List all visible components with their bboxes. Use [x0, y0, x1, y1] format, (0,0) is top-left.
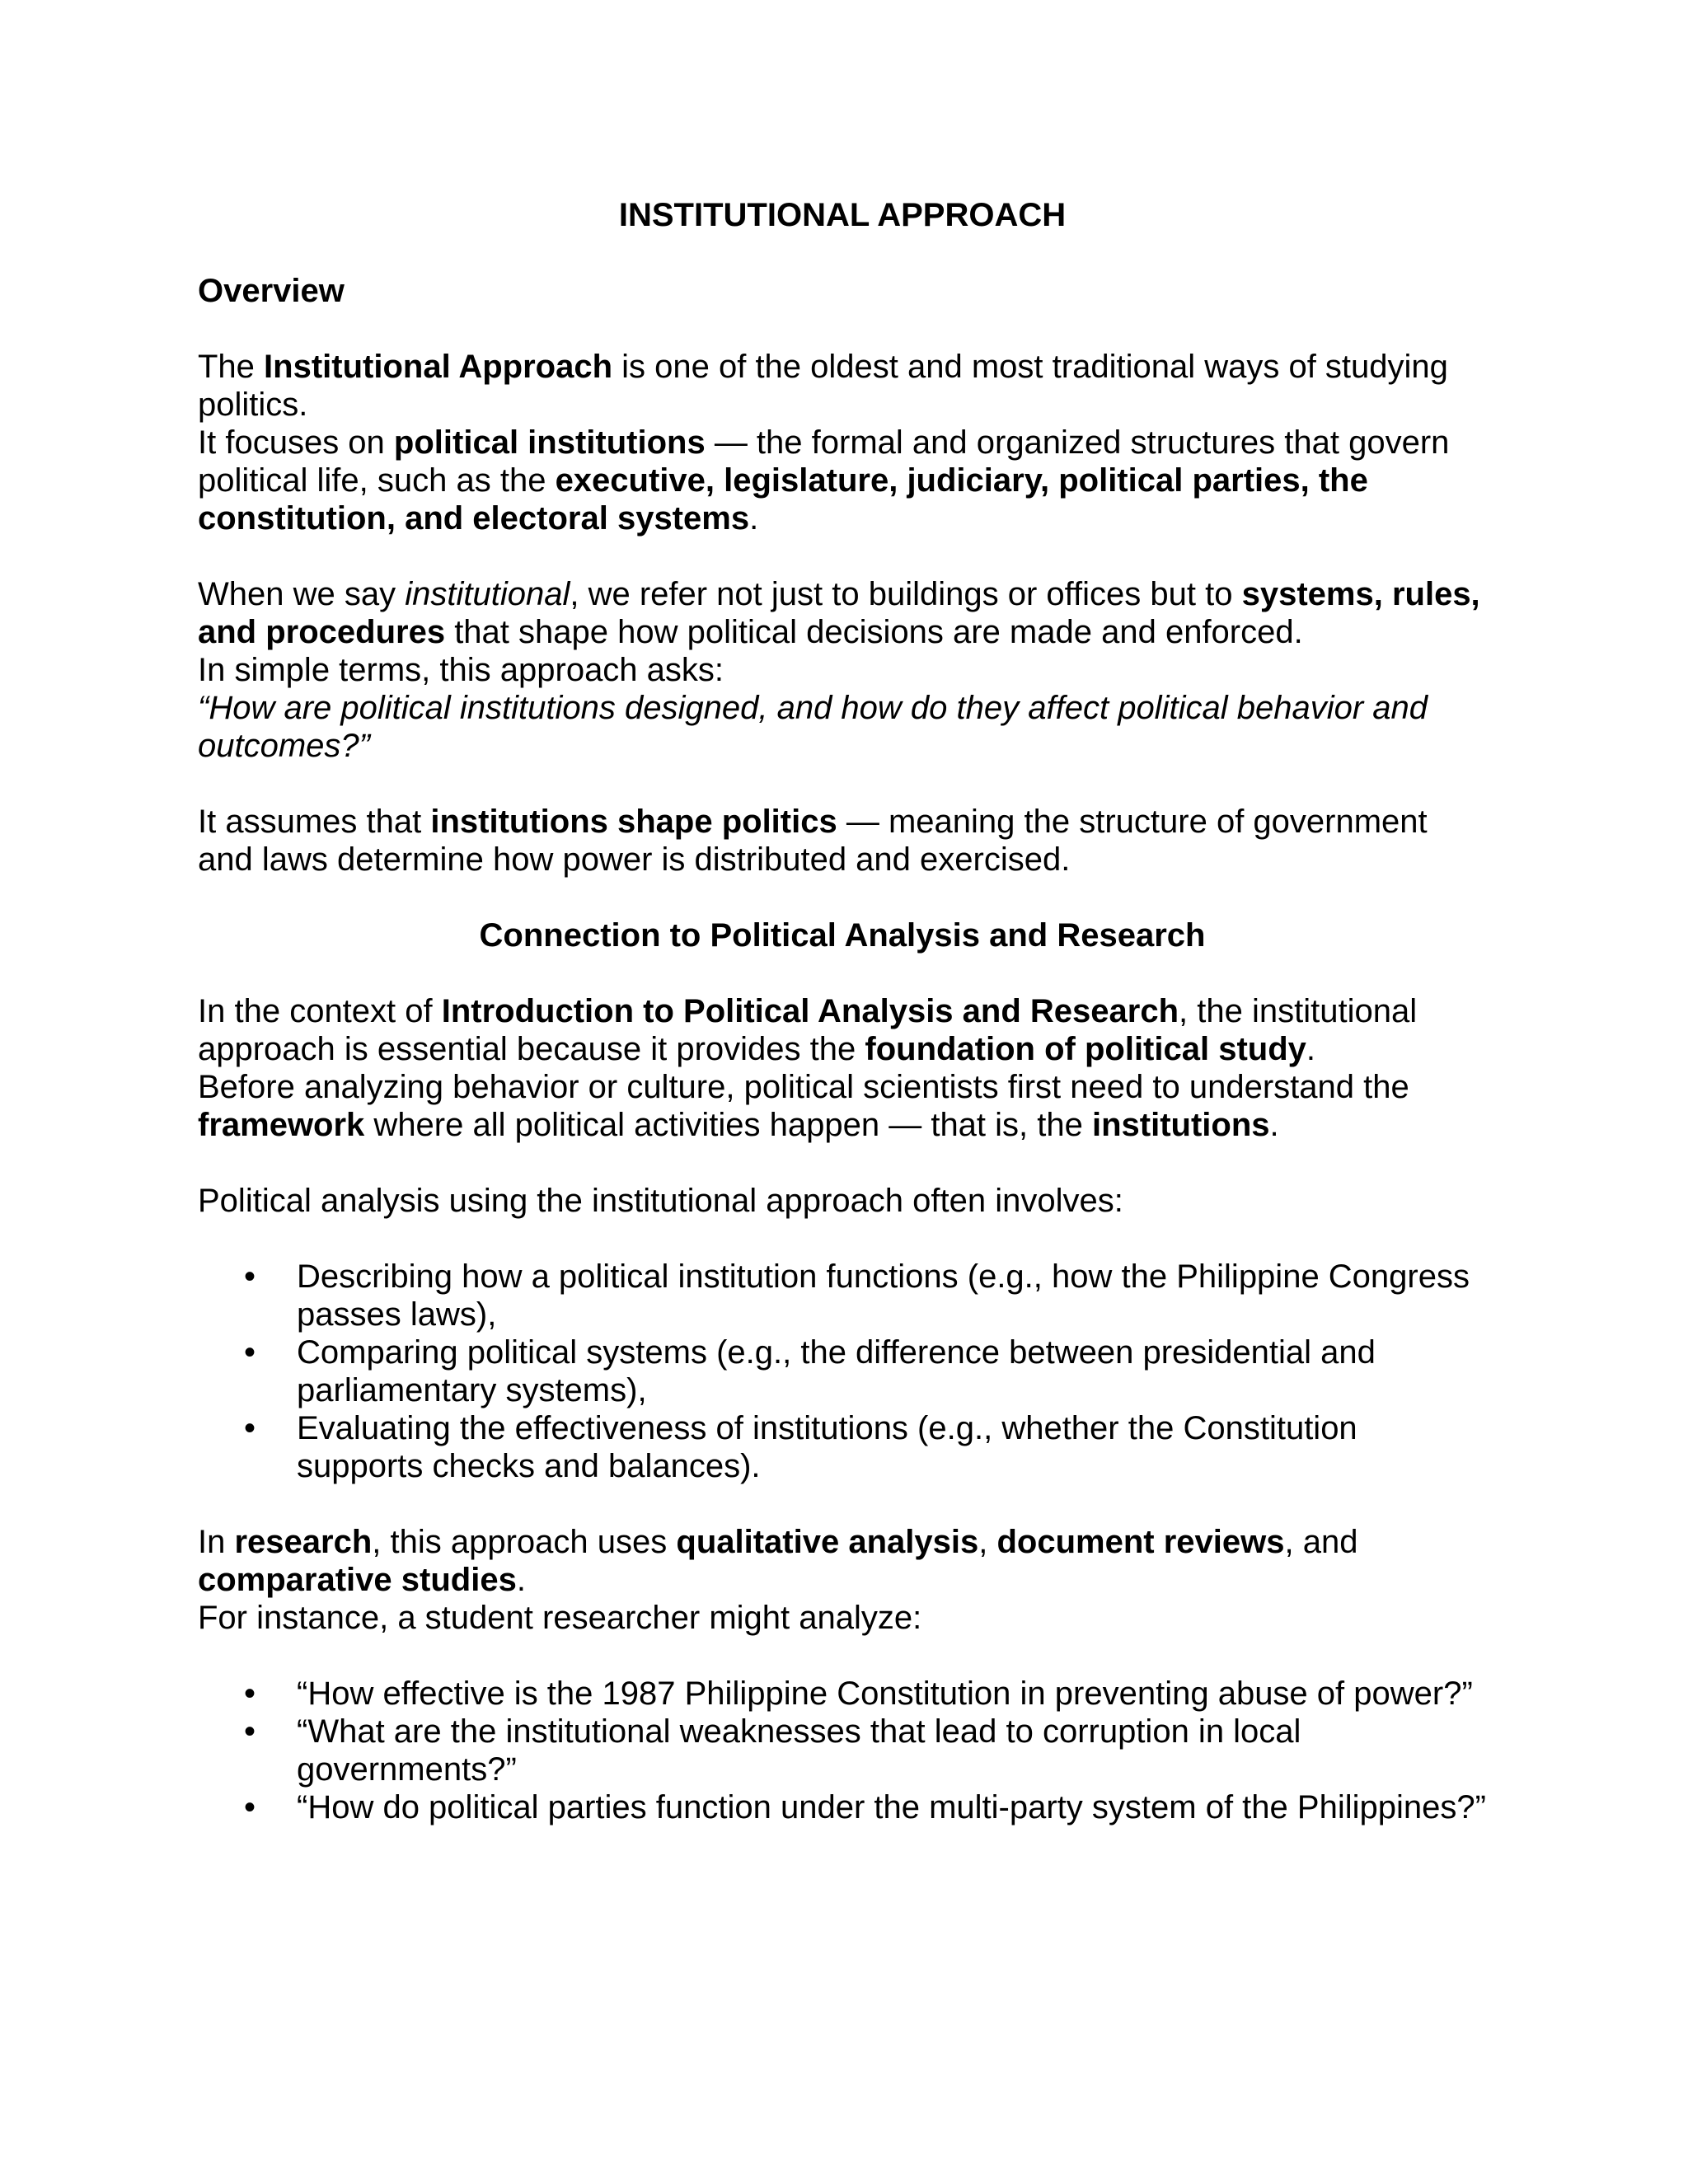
bullet-icon: • — [244, 1675, 256, 1712]
text-run: . — [516, 1562, 526, 1598]
connection-line-2 — [198, 1068, 1487, 1144]
bold-term: document reviews — [996, 1524, 1285, 1560]
text-run: It assumes that — [198, 804, 431, 840]
text-run: When we say — [198, 576, 406, 612]
list-item-text: Comparing political systems (e.g., the difference between presidential and parliamentary systems), — [297, 1334, 1376, 1408]
text-run: In — [198, 1524, 235, 1560]
italic-term: institutional — [405, 576, 570, 612]
bullet-icon: • — [244, 1410, 256, 1446]
connection-heading: Connection to Political Analysis and Research — [479, 917, 1206, 954]
connection-line-4: For instance, a student researcher might analyze: — [198, 1600, 922, 1636]
text-run: , the institutional approach is essential because it provides the — [198, 993, 1418, 1067]
text-run: , we refer not just to buildings or offices but to — [570, 576, 1242, 612]
bold-term: qualitative analysis — [676, 1524, 979, 1560]
list-item-text: Describing how a political institution functions (e.g., how the Philippine Congress passes laws), — [297, 1258, 1470, 1333]
text-run: The — [198, 349, 265, 385]
text-run: where all political activities happen — that is, the — [364, 1107, 1092, 1143]
list-item — [198, 1788, 1487, 1826]
research-question-list — [198, 1675, 1487, 1826]
list-item — [198, 1333, 1487, 1409]
overview-paragraph-2 — [198, 575, 1487, 765]
overview-line-3 — [198, 575, 1487, 651]
bold-term: framework — [198, 1107, 365, 1143]
overview-line-2 — [198, 424, 1487, 537]
overview-paragraph-3 — [198, 803, 1487, 879]
overview-line-4: In simple terms, this approach asks: — [198, 652, 724, 688]
bullet-icon: • — [244, 1258, 256, 1295]
text-run: . — [1306, 1031, 1316, 1067]
text-run: Before analyzing behavior or culture, political scientists first need to understand the — [198, 1069, 1409, 1105]
bold-term: institutions shape politics — [430, 804, 837, 840]
list-item-text: “What are the institutional weaknesses that lead to corruption in local governments?” — [297, 1713, 1301, 1788]
text-run: , this approach uses — [372, 1524, 677, 1560]
bullet-icon: • — [244, 1713, 256, 1750]
list-item-text: Evaluating the effectiveness of institutions (e.g., whether the Constitution supports checks and balances). — [297, 1410, 1357, 1484]
bold-term: comparative studies — [198, 1562, 517, 1598]
list-item — [198, 1258, 1487, 1333]
analysis-list — [198, 1258, 1487, 1485]
overview-question: “How are political institutions designed, and how do they affect political behavior and outcomes?” — [198, 690, 1428, 764]
text-run: . — [1269, 1107, 1279, 1143]
list-item — [198, 1675, 1487, 1713]
overview-heading: Overview — [198, 273, 345, 309]
connection-line-1 — [198, 992, 1487, 1068]
bold-term: political institutions — [393, 424, 706, 461]
bold-term: foundation of political study — [865, 1031, 1306, 1067]
overview-line-1 — [198, 348, 1487, 424]
bullet-icon: • — [244, 1789, 256, 1825]
connection-line-3 — [198, 1523, 1487, 1599]
text-run: In the context of — [198, 993, 442, 1029]
page-title: INSTITUTIONAL APPROACH — [618, 197, 1067, 233]
list-item-text: “How effective is the 1987 Philippine Constitution in preventing abuse of power?” — [297, 1675, 1473, 1712]
bold-term: systems, rules, and procedures — [198, 576, 1480, 650]
text-run: , — [978, 1524, 997, 1560]
list-item-text: “How do political parties function under the multi-party system of the Philippines?” — [297, 1789, 1486, 1825]
bold-term: executive, legislature, judiciary, political parties, the constitution, and electoral systems — [198, 462, 1368, 537]
bold-term: Introduction to Political Analysis and Research — [441, 993, 1179, 1029]
bold-term: research — [234, 1524, 373, 1560]
text-run: is one of the oldest and most traditional ways of studying politics. — [198, 349, 1448, 423]
connection-paragraph-2: Political analysis using the institutional approach often involves: — [198, 1183, 1123, 1219]
text-run: — meaning the structure of government and laws determine how power is distributed and exercised. — [198, 804, 1428, 878]
connection-paragraph-1 — [198, 992, 1487, 1144]
text-run: that shape how political decisions are made and enforced. — [445, 614, 1303, 650]
list-item — [198, 1713, 1487, 1788]
text-run: It focuses on — [198, 424, 394, 461]
connection-paragraph-3 — [198, 1523, 1487, 1637]
list-item — [198, 1409, 1487, 1485]
text-run: — the formal and organized structures that govern political life, such as the — [198, 424, 1450, 499]
text-run: , and — [1284, 1524, 1358, 1560]
text-run: . — [749, 500, 759, 537]
bullet-icon: • — [244, 1334, 256, 1371]
overview-paragraph-1 — [198, 348, 1487, 537]
bold-term: Institutional Approach — [264, 349, 612, 385]
bold-term: institutions — [1092, 1107, 1270, 1143]
